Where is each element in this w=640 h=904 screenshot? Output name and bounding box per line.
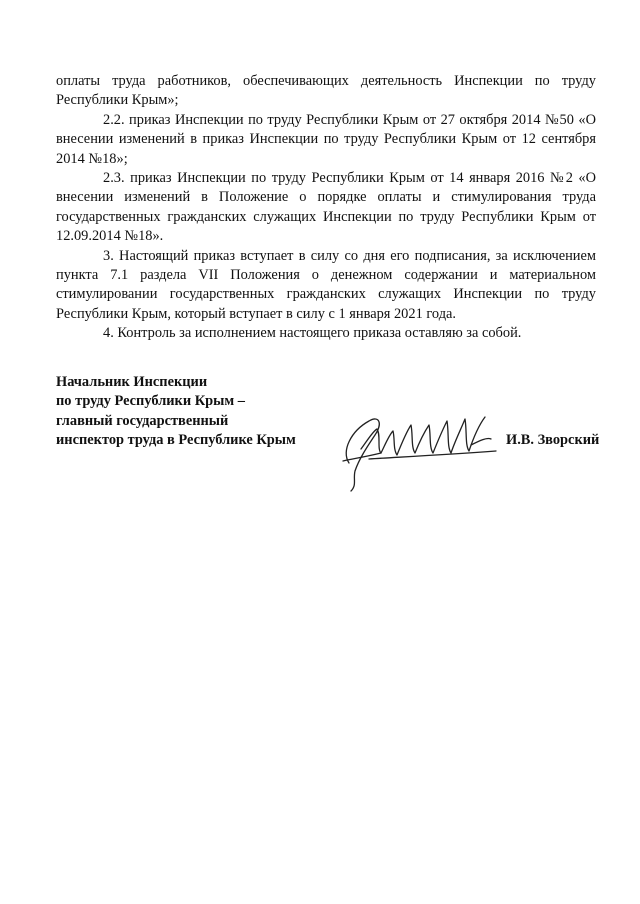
signatory-title-line: Начальник Инспекции bbox=[56, 374, 208, 390]
signatory-title bbox=[56, 373, 296, 451]
signature-block bbox=[56, 373, 616, 493]
paragraph-continuation: оплаты труда работников, обеспечивающих деятельность Инспекции по труду Республики Крым»; bbox=[56, 73, 596, 109]
signatory-name: И.В. Зворский bbox=[506, 432, 600, 448]
paragraph-item-2-3: 2.3. приказ Инспекции по труду Республики Крым от 14 января 2016 №2 «О внесении изменений в Положение о порядке оплаты и стимулирования труда государственных гражданских служащих Инспекции по труду Республики Крым от 12.09.2014 №18». bbox=[56, 170, 596, 245]
signatory-title-line: по труду Республики Крым – bbox=[56, 393, 246, 410]
signatory-title-line: главный государственный bbox=[56, 412, 229, 429]
document-body bbox=[56, 72, 596, 344]
paragraph-item-4: 4. Контроль за исполнением настоящего приказа оставляю за собой. bbox=[103, 325, 522, 342]
paragraph-item-2-2: 2.2. приказ Инспекции по труду Республики Крым от 27 октября 2014 №50 «О внесении изменений в приказ Инспекции по труду Республики Крым от 12 сентября 2014 №18»; bbox=[56, 111, 596, 167]
signatory-title-line: инспектор труда в Республике Крым bbox=[56, 432, 296, 449]
handwritten-signature bbox=[321, 401, 521, 496]
paragraph-item-3: 3. Настоящий приказ вступает в силу со дня его подписания, за исключением пункта 7.1 раздела VII Положения о денежном содержании и материальном стимулировании государственных гражданских служащих Инспекции по труду Республики Крым, который вступает в силу с 1 января 2021 года. bbox=[56, 247, 596, 322]
